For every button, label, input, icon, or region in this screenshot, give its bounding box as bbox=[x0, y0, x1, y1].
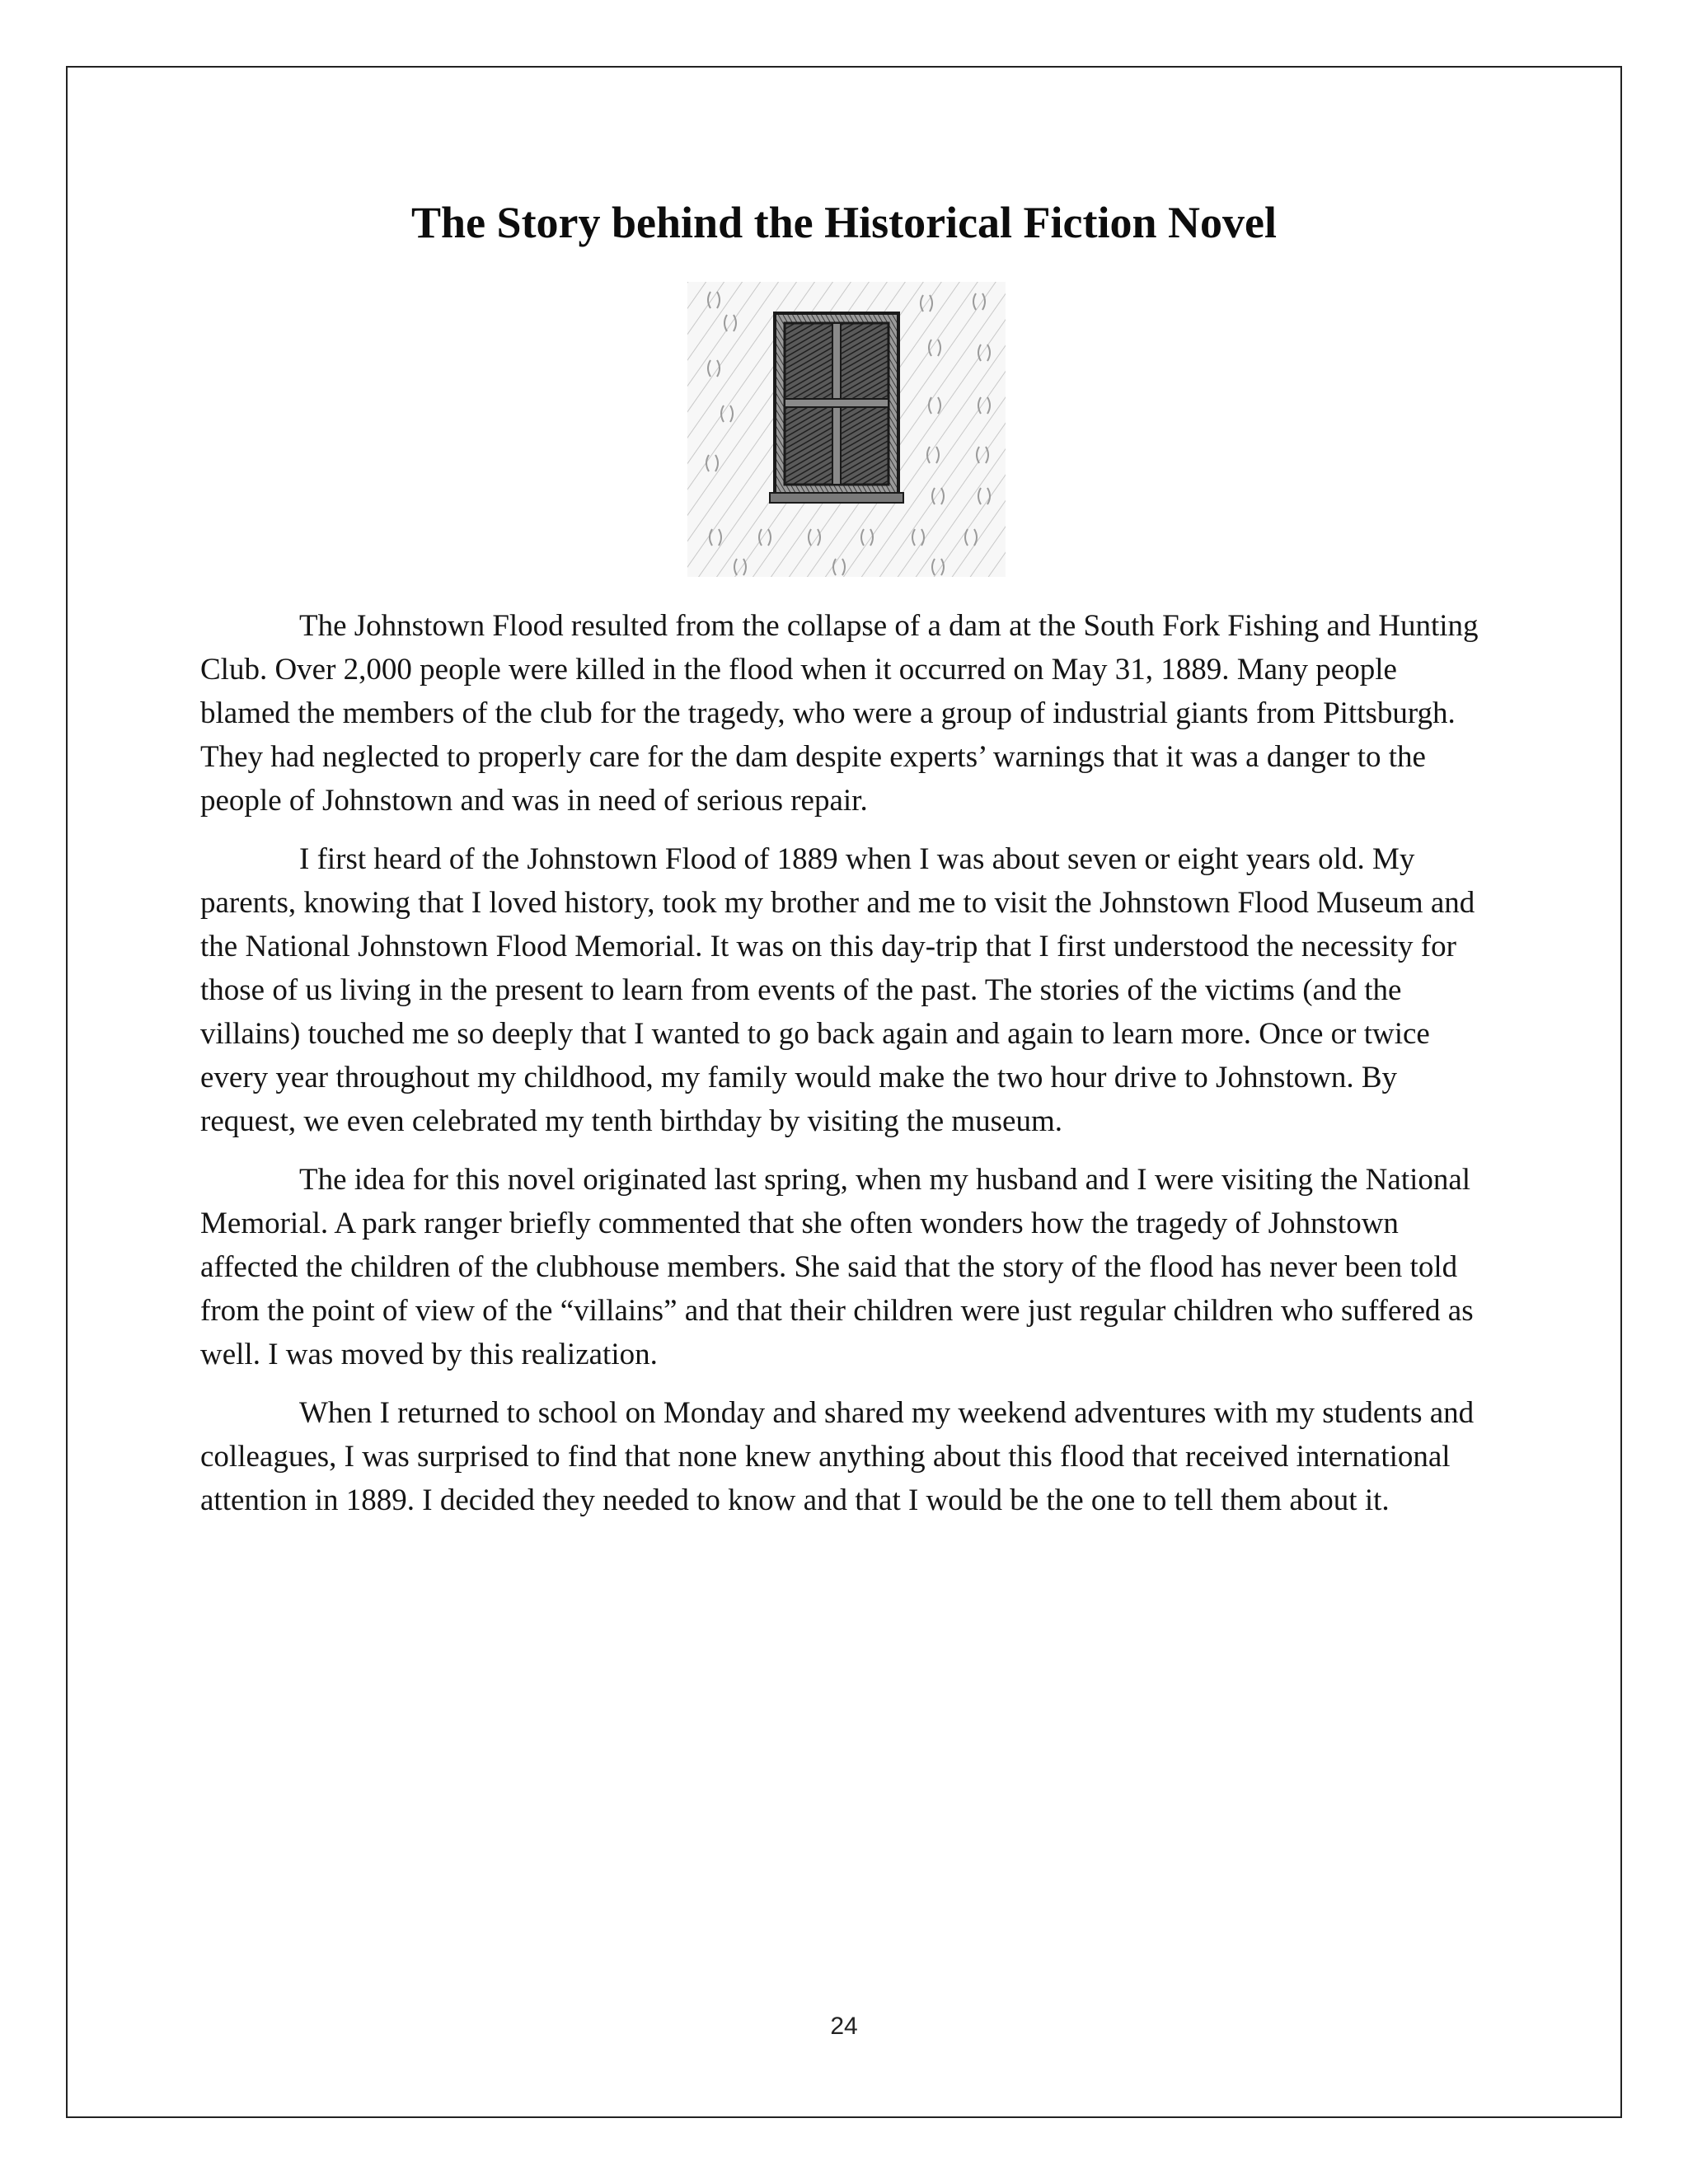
paragraph: The Johnstown Flood resulted from the collapse of a dam at the South Fork Fishing and Hunting Club. Over 2,000 people were killed in the flood when it occurred on May 31, 1889. Many people blamed the members of the club for the tragedy, who were a group of industrial giants from Pittsburgh. They had neglected to properly care for the dam despite experts’ warnings that it was a danger to the people of Johnstown and was in need of serious repair. bbox=[200, 609, 1479, 818]
paragraph: I first heard of the Johnstown Flood of 1889 when I was about seven or eight years old. My parents, knowing that I loved history, took my brother and me to visit the Johnstown Flood Museum and the National Johnstown Flood Memorial. It was on this day-trip that I first understood the necessity for those of us living in the present to learn from events of the past. The stories of the victims (and the villains) touched me so deeply that I wanted to go back again and again to learn more. Once or twice every year throughout my childhood, my family would make the two hour drive to Johnstown. By request, we even celebrated my tenth birthday by visiting the museum. bbox=[200, 842, 1475, 1138]
page-title: The Story behind the Historical Fiction Novel bbox=[411, 198, 1277, 247]
window-sketch-illustration bbox=[687, 282, 1006, 577]
paragraph: When I returned to school on Monday and shared my weekend adventures with my students and colleagues, I was surprised to find that none knew anything about this flood that received international attention in 1889. I decided they needed to know and that I would be the one to tell them about it. bbox=[200, 1396, 1475, 1517]
paragraph: The idea for this novel originated last spring, when my husband and I were visiting the National Memorial. A park ranger briefly commented that she often wonders how the tragedy of Johnstown affected the children of the clubhouse members. She said that the story of the flood has never been told from the point of view of the “villains” and that their children were just regular children who suffered as well. I was moved by this realization. bbox=[200, 1163, 1474, 1371]
page-number: 24 bbox=[830, 2013, 858, 2040]
body-text bbox=[200, 604, 1488, 1537]
